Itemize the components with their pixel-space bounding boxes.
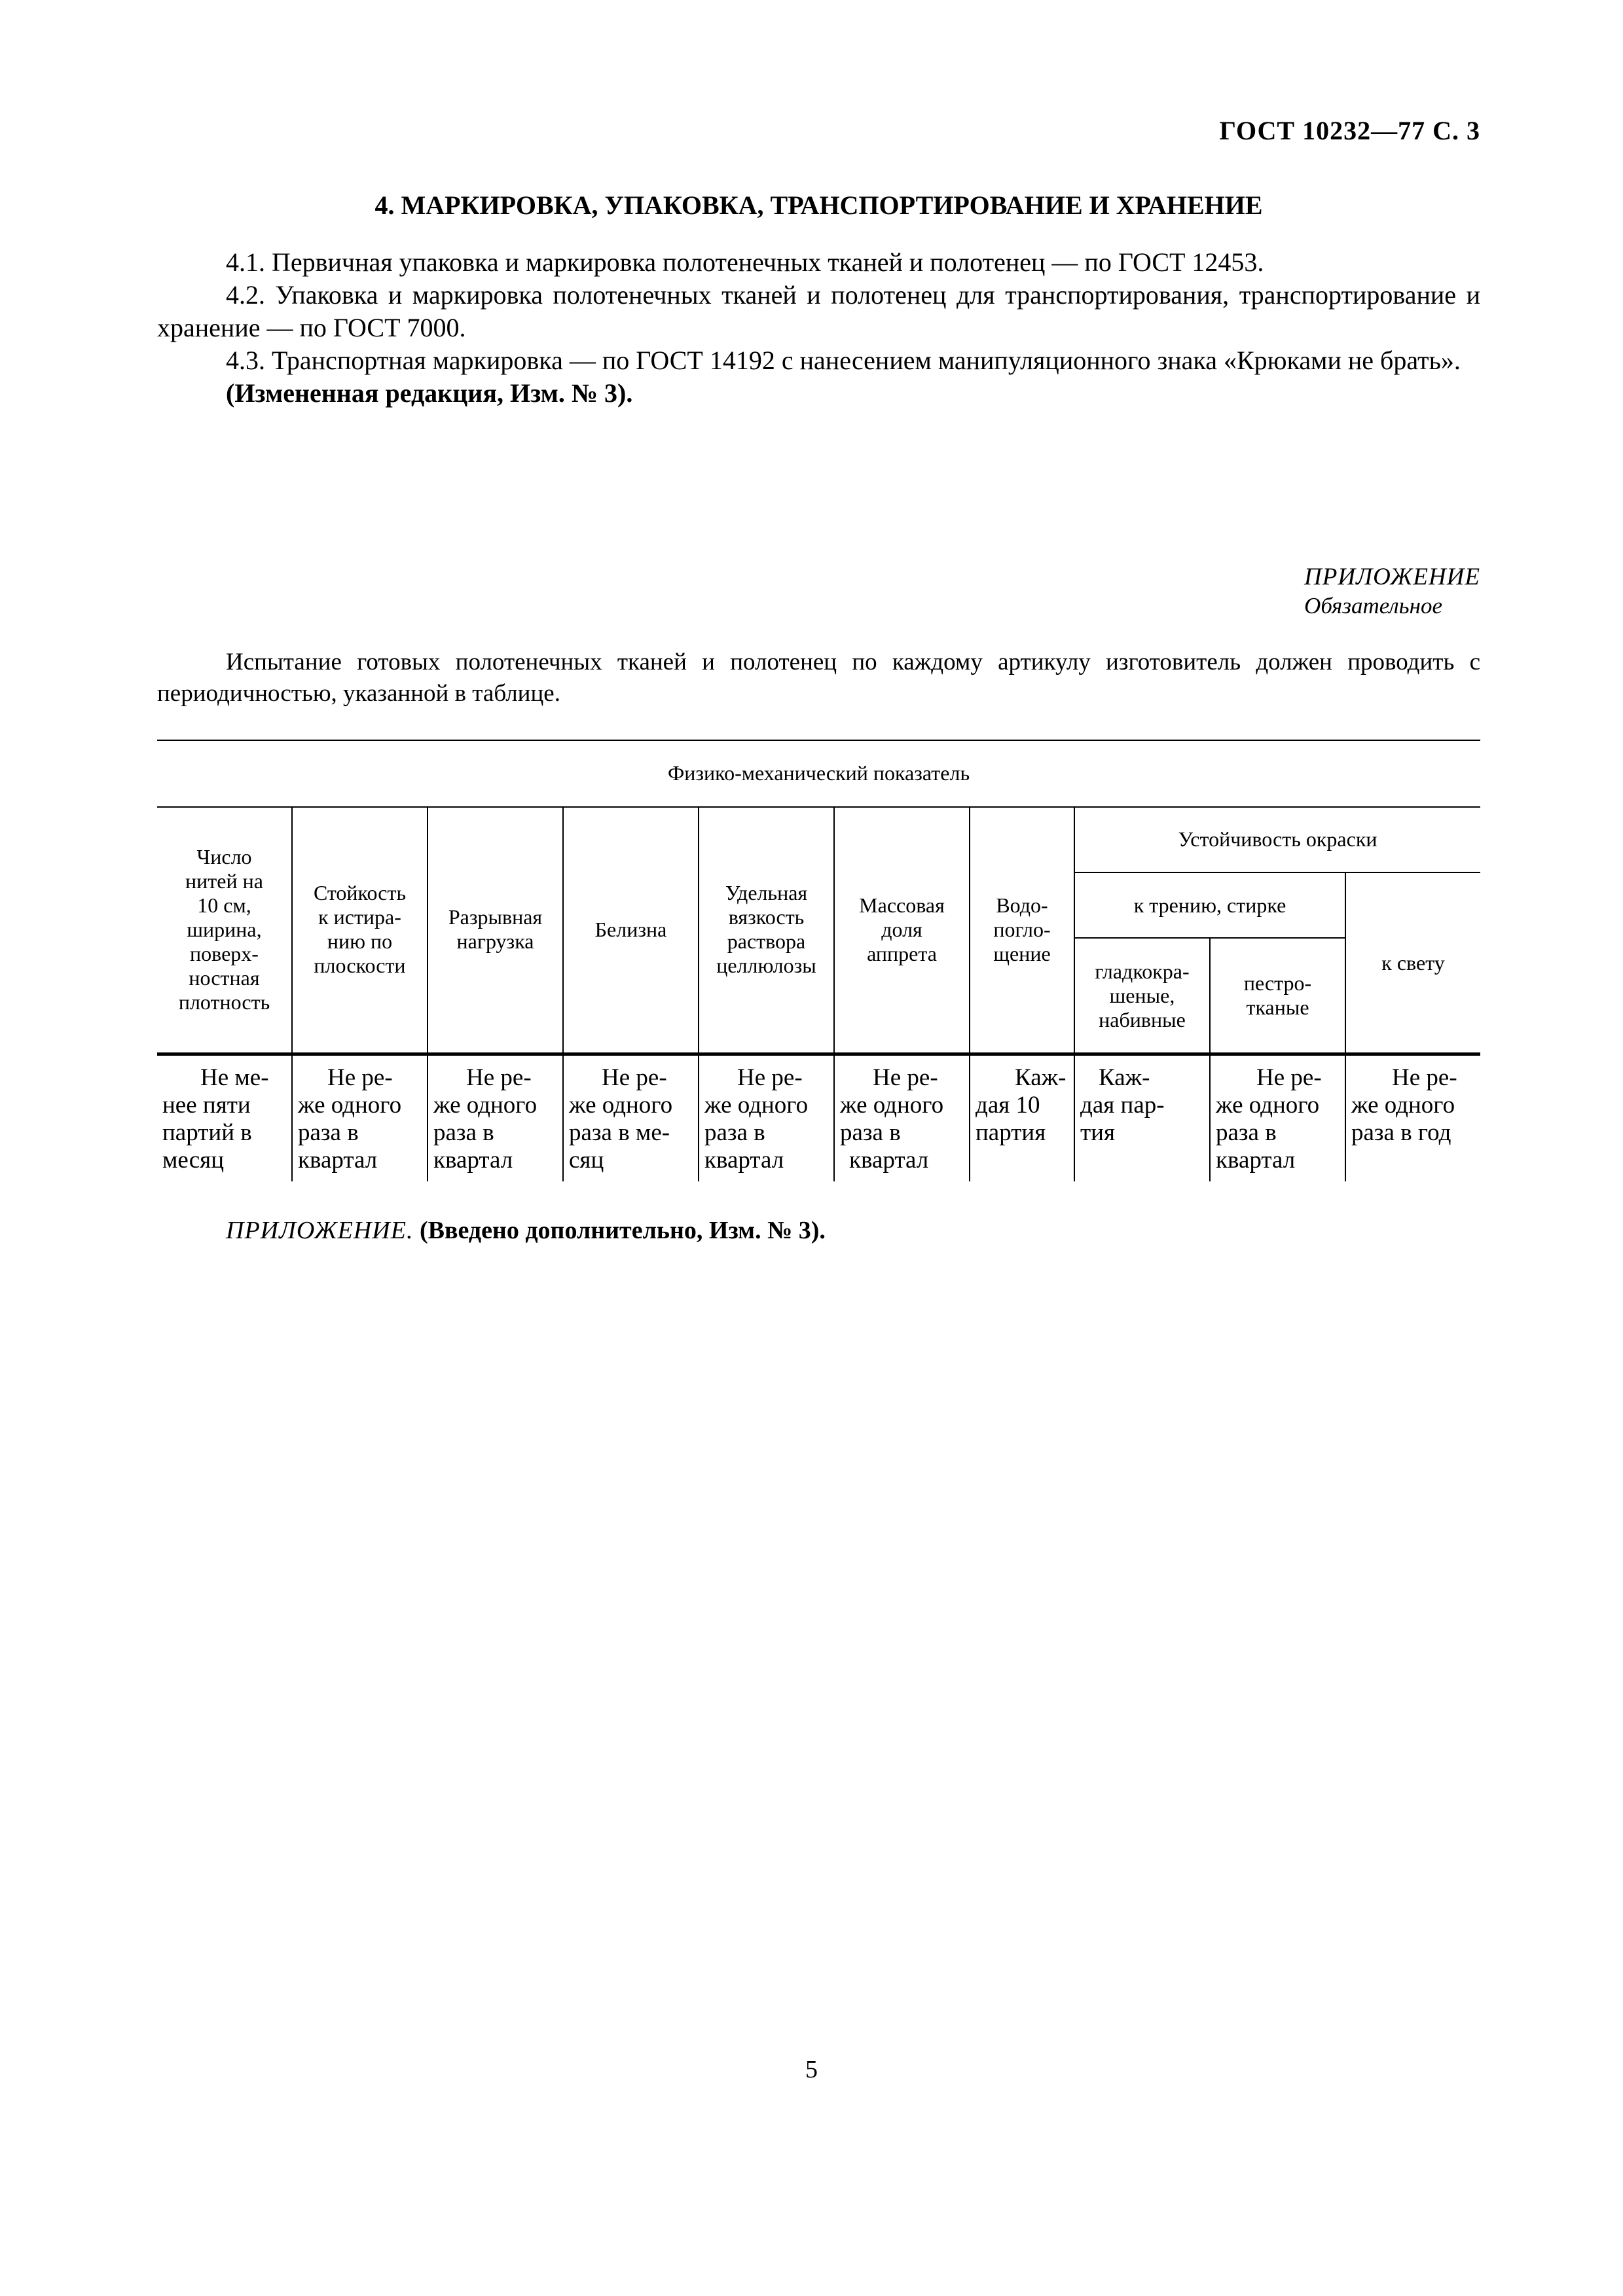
appendix-introduced-note bbox=[226, 1216, 826, 1245]
paragraph-4-3: 4.3. Транспортная маркировка — по ГОСТ 14192 с нанесением манипуляционного знака «Крюками не брать». bbox=[226, 346, 1461, 375]
appendix-title: ПРИЛОЖЕНИЕ bbox=[1304, 564, 1480, 590]
standard-reference: ГОСТ 10232—77 С. 3 bbox=[1219, 116, 1480, 145]
col-color-fastness: Устойчивость окраски bbox=[1178, 827, 1377, 851]
appendix-subtitle: Обязательное bbox=[1304, 593, 1443, 619]
table-row-cell: Не ре- же одного раза в квартал bbox=[1216, 1064, 1322, 1174]
col-thread-count: Число нитей на 10 см, ширина, поверх- ностная плотность bbox=[178, 844, 270, 1014]
table-row-cell: Не ре- же одного раза в год bbox=[1351, 1064, 1457, 1146]
table-row-cell: Не ре- же одного раза в квартал bbox=[433, 1064, 538, 1174]
col-cellulose-viscosity: Удельная вязкость раствора целлюлозы bbox=[716, 881, 816, 977]
appendix-heading bbox=[1304, 563, 1480, 620]
col-whiteness: Белизна bbox=[594, 917, 667, 941]
table-row-cell: Не ре- же одного раза в квартал bbox=[298, 1064, 402, 1174]
col-finish-fraction: Массовая доля аппрета bbox=[859, 893, 945, 965]
paragraph-4-1: 4.1. Первичная упаковка и маркировка полотенечных тканей и полотенец — по ГОСТ 12453. bbox=[226, 247, 1264, 277]
amendment-note: (Измененная редакция, Изм. № 3). bbox=[226, 378, 633, 408]
appendix-note-text: (Введено дополнительно, Изм. № 3). bbox=[419, 1217, 826, 1244]
col-abrasion-resistance: Стойкость к истира- нию по плоскости bbox=[313, 881, 407, 977]
col-multicolor: пестро- тканые bbox=[1243, 971, 1312, 1019]
paragraph-4-2: 4.2. Упаковка и маркировка полотенечных тканей и полотенец для транспортирования, транспортирование и хранение — по ГОСТ 7000. bbox=[157, 280, 1480, 342]
col-light: к свету bbox=[1381, 950, 1445, 975]
col-plain-printed: гладкокра- шеные, набивные bbox=[1095, 959, 1190, 1031]
appendix-note-label: ПРИЛОЖЕНИЕ. bbox=[226, 1217, 414, 1244]
table-row-cell: Не ре- же одного раза в ме- сяц bbox=[569, 1064, 673, 1174]
table-row-cell: Каж- дая 10 партия bbox=[976, 1064, 1067, 1146]
col-water-absorption: Водо- погло- щение bbox=[993, 893, 1051, 965]
section-title: 4. МАРКИРОВКА, УПАКОВКА, ТРАНСПОРТИРОВАНИЕ И ХРАНЕНИЕ bbox=[374, 190, 1263, 220]
table-row-cell: Не ре- же одного раза в квартал bbox=[840, 1064, 944, 1174]
table-row-cell: Каж- дая пар- тия bbox=[1080, 1064, 1165, 1146]
col-rub-wash: к трению, стирке bbox=[1133, 893, 1286, 917]
periodicity-table bbox=[157, 740, 1480, 1181]
col-breaking-load: Разрывная нагрузка bbox=[448, 905, 543, 953]
table-row-cell: Не ре- же одного раза в квартал bbox=[704, 1064, 809, 1174]
appendix-intro: Испытание готовых полотенечных тканей и полотенец по каждому артикулу изготовитель должен проводить с периодичностью, указанной в таблице. bbox=[157, 649, 1480, 707]
table-row-cell: Не ме- нее пяти партий в месяц bbox=[162, 1064, 269, 1174]
page-number: 5 bbox=[805, 2056, 818, 2083]
group-header: Физико-механический показатель bbox=[667, 761, 970, 785]
section-paragraphs bbox=[157, 246, 1480, 410]
